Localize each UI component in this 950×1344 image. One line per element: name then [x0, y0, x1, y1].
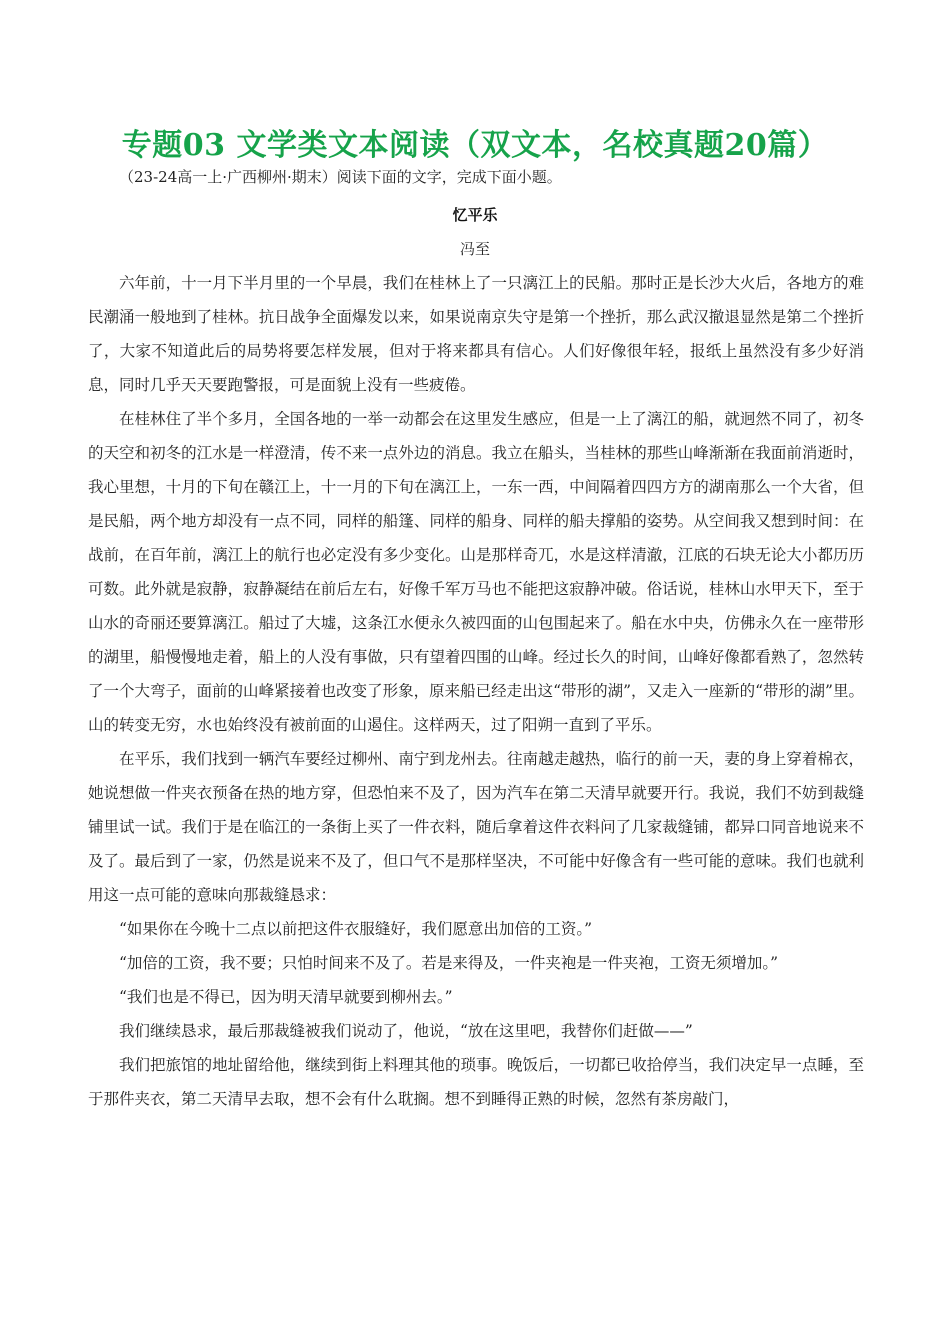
- dialogue-line: “如果你在今晚十二点以前把这件衣服缝好，我们愿意出加倍的工资。”: [119, 920, 593, 938]
- paragraph: 我们继续恳求，最后那裁缝被我们说动了，他说，“放在这里吧，我替你们赶做——”: [119, 1022, 693, 1040]
- paragraph: 我们把旅馆的地址留给他，继续到街上料理其他的琐事。晚饭后，一切都已收拾停当，我们决定早一点睡，至于那件夹衣，第二天清早去取，想不会有什么耽搁。想不到睡得正熟的时候，忽然有茶房敲门，: [88, 1056, 864, 1108]
- passage-body: [88, 266, 864, 1116]
- dialogue-line: “加倍的工资，我不要；只怕时间来不及了。若是来得及，一件夹袍是一件夹袍，工资无须增加。”: [119, 954, 779, 972]
- page-title: 专题03 文学类文本阅读（双文本，名校真题20篇）: [121, 128, 829, 163]
- dialogue-line: “我们也是不得已，因为明天清早就要到柳州去。”: [119, 988, 453, 1006]
- paragraph: 六年前，十一月下半月里的一个早晨，我们在桂林上了一只漓江上的民船。那时正是长沙大火后，各地方的难民潮涌一般地到了桂林。抗日战争全面爆发以来，如果说南京失守是第一个挫折，那么武汉撤退显然是第二个挫折了，大家不知道此后的局势将要怎样发展，但对于将来都具有信心。人们好像很年轻，报纸上虽然没有多少好消息，同时几乎天天要跑警报，可是面貌上没有一些疲倦。: [88, 274, 864, 394]
- paragraph: 在桂林住了半个多月，全国各地的一举一动都会在这里发生感应，但是一上了漓江的船，就迥然不同了，初冬的天空和初冬的江水是一样澄清，传不来一点外边的消息。我立在船头，当桂林的那些山峰渐渐在我面前消逝时，我心里想，十月的下旬在赣江上，十一月的下旬在漓江上，一东一西，中间隔着四四方方的湖南那么一个大省，但是民船，两个地方却没有一点不同，同样的船篷、同样的船身、同样的船夫撑船的姿势。从空间我又想到时间：在战前，在百年前，漓江上的航行也必定没有多少变化。山是那样奇兀，水是这样清澈，江底的石块无论大小都历历可数。此外就是寂静，寂静凝结在前后左右，好像千军万马也不能把这寂静冲破。俗话说，桂林山水甲天下，至于山水的奇丽还要算漓江。船过了大墟，这条江水便永久被四面的山包围起来了。船在水中央，仿佛永久在一座带形的湖里，船慢慢地走着，船上的人没有事做，只有望着四围的山峰。经过长久的时间，山峰好像都看熟了，忽然转了一个大弯子，面前的山峰紧接着也改变了形象，原来船已经走出这“带形的湖”，又走入一座新的“带形的湖”里。山的转变无穷，水也始终没有被前面的山遏住。这样两天，过了阳朔一直到了平乐。: [88, 410, 864, 734]
- passage-author: 冯至: [459, 240, 490, 258]
- paragraph: 在平乐，我们找到一辆汽车要经过柳州、南宁到龙州去。往南越走越热，临行的前一天，妻的身上穿着棉衣，她说想做一件夹衣预备在热的地方穿，但恐怕来不及了，因为汽车在第二天清早就要开行。我说，我们不妨到裁缝铺里试一试。我们于是在临江的一条街上买了一件衣料，随后拿着这件衣料问了几家裁缝铺，都异口同音地说来不及了。最后到了一家，仍然是说来不及了，但口气不是那样坚决，不可能中好像含有一些可能的意味。我们也就利用这一点可能的意味向那裁缝恳求：: [88, 750, 864, 904]
- question-source: （23-24高一上·广西柳州·期末）阅读下面的文字，完成下面小题。: [119, 168, 562, 186]
- passage-title: 忆平乐: [452, 206, 498, 224]
